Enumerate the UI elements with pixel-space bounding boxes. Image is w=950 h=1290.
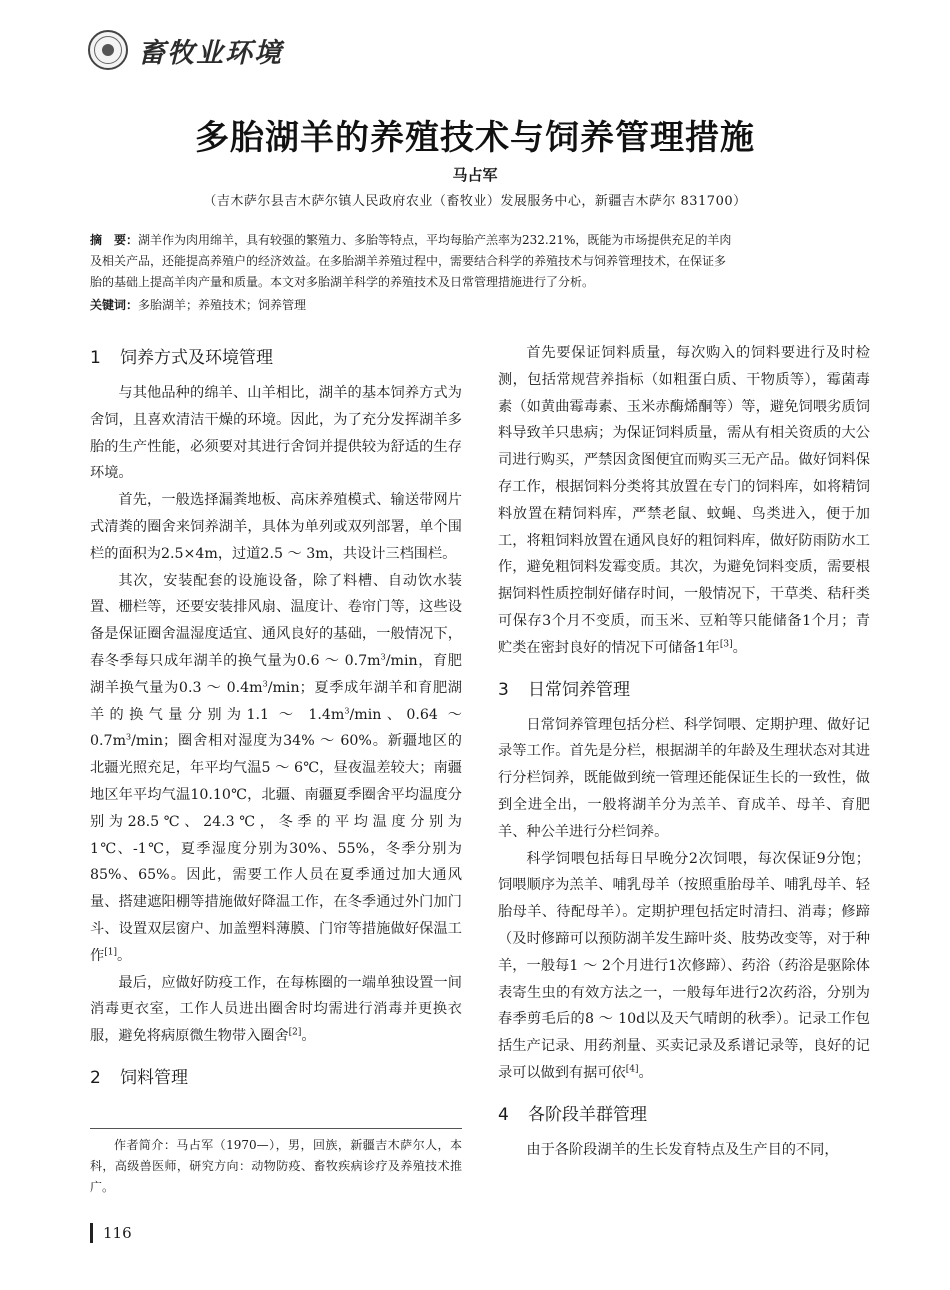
abstract <box>90 230 860 293</box>
author-affiliation: （吉木萨尔县吉木萨尔镇人民政府农业（畜牧业）发展服务中心，新疆吉木萨尔 831700） <box>203 194 747 209</box>
keywords-text: 多胎湖羊；养殖技术；饲养管理 <box>138 298 307 312</box>
page-number: 116 <box>90 1222 132 1244</box>
abstract-line-3: 胎的基础上提高羊肉产量和质量。本文对多胎湖羊科学的养殖技术及日常管理措施进行了分析。 <box>90 275 595 289</box>
section-1-heading: 1 饲养方式及环境管理 <box>90 348 273 368</box>
section-1-paragraph-4: 最后，应做好防疫工作，在每栋圈的一端单独设置一间消毒更衣室，工作人员进出圈舍时均需进行消毒并更换衣服，避免将病原微生物带入圈舍[2]。 <box>90 974 462 1045</box>
section-3-heading: 3 日常饲养管理 <box>498 679 630 700</box>
keywords <box>90 296 306 313</box>
citation-4: [4] <box>625 1064 639 1075</box>
section-1-paragraph-1: 与其他品种的绵羊、山羊相比，湖羊的基本饲养方式为舍饲，且喜欢清洁干燥的环境。因此，为了充分发挥湖羊多胎的生产性能，必须要对其进行舍饲并提供较为舒适的生存环境。 <box>90 385 462 482</box>
abstract-label: 摘 要： <box>90 233 139 247</box>
journal-name: 畜牧业环境 <box>138 37 283 69</box>
author-name: 马占军 <box>452 166 498 184</box>
left-column <box>90 340 462 1100</box>
section-3-paragraph-2: 科学饲喂包括每日早晚分2次饲喂，每次保证9分饱；饲喂顺序为羔羊、哺乳母羊（按照重胎母羊、哺乳母羊、轻胎母羊、待配母羊）。定期护理包括定时清扫、消毒；修蹄（及时修蹄可以预防湖羊发生蹄叶炎、肢势改变等，对于种羊，一般每1 ～ 2个月进行1次修蹄）、药浴（药浴是驱除体表寄生虫的有效方法之一，一般每年进行2次药浴，分别为春季剪毛后的8 ～ 10d以及天气晴朗的秋季）。记录工作包括生产记录、用药剂量、买卖记录及系谱记录等，良好的记录可以做到有据可依[4]。 <box>498 850 870 1081</box>
article-title: 多胎湖羊的养殖技术与饲养管理措施 <box>195 118 755 158</box>
citation-1: [1] <box>104 947 117 957</box>
section-3-paragraph-1: 日常饲养管理包括分栏、科学饲喂、定期护理、做好记录等工作。首先是分栏，根据湖羊的年龄及生理状态对其进行分栏饲养，既能做到统一管理还能保证生长的一致性，做到全进全出，一般将湖羊分为羔羊、育成羊、母羊、育肥羊、种公羊进行分栏饲养。 <box>498 716 870 840</box>
journal-header <box>88 28 283 72</box>
section-2-heading: 2 饲料管理 <box>90 1067 188 1088</box>
abstract-line-1: 摘 要：湖羊作为肉用绵羊，具有较强的繁殖力、多胎等特点，平均每胎产羔率为232.21%，既能为市场提供充足的羊肉 <box>90 233 732 247</box>
section-4-heading: 4 各阶段羊群管理 <box>498 1104 647 1125</box>
section-4-paragraph-1: 由于各阶段湖羊的生长发育特点及生产目的不同， <box>526 1141 839 1158</box>
citation-2: [2] <box>288 1027 302 1038</box>
section-2-paragraph-1: 首先要保证饲料质量，每次购入的饲料要进行及时检测，包括常规营养指标（如粗蛋白质、干物质等），霉菌毒素（如黄曲霉毒素、玉米赤酶烯酮等）等，避免饲喂劣质饲料导致羊只患病；为保证饲料质量，需从有相关资质的大公司进行购买，严禁因贪图便宜而购买三无产品。做好饲料保存工作，根据饲料分类将其放置在专门的饲料库，如将精饲料放置在精饲料库，严禁老鼠、蚊蝇、鸟类进入，便于加工，将粗饲料放置在通风良好的粗饲料库，做好防雨防水工作，避免粗饲料发霉变质。其次，为避免饲料变质，需要根据饲料性质控制好储存时间，一般情况下，干草类、秸秆类可保存3个月不变质，而玉米、豆粕等只能储备1个月；青贮类在密封良好的情况下可储备1年[3]。 <box>498 345 870 656</box>
keywords-label: 关键词： <box>90 298 139 312</box>
section-1-paragraph-2: 首先，一般选择漏粪地板、高床养殖模式、输送带网片式清粪的圈舍来饲养湖羊，具体为单列或双列部署，单个围栏的面积为2.5×4m，过道2.5 ～ 3m，共设计三档围栏。 <box>90 492 462 562</box>
page-number-bar <box>90 1223 93 1243</box>
citation-3: [3] <box>719 639 733 650</box>
journal-seal-icon <box>88 30 128 70</box>
author-footnote: 作者简介：马占军（1970—），男，回族，新疆吉木萨尔人，本科，高级兽医师，研究方向：动物防疫、畜牧疾病诊疗及养殖技术推广。 <box>90 1128 462 1198</box>
section-1-paragraph-3: 其次，安装配套的设施设备，除了料槽、自动饮水装置、栅栏等，还要安装排风扇、温度计、卷帘门等，这些设备是保证圈舍温湿度适宜、通风良好的基础，一般情况下，春冬季每只成年湖羊的换气量为0.6 ～ $0.7m^3/\min$，育肥湖羊换气量为0.3 ～ $0.4m^3/\min$；夏季成年湖羊和育肥湖羊的换气量分别为1.1 ～ $1.4m^3/\min$、0.64 ～ $0.7m^3/\min$；圈舍相对湿度为34% ～ 60%。新疆地区的北疆光照充足，年平均气温5 ～ 6℃，昼夜温差较大；南疆地区年平均气温10.10℃，北疆、南疆夏季圈舍平均温度分别为28.5℃、24.3℃，冬季的平均温度分别为1℃、-1℃，夏季湿度分别为30%、55%，冬季分别为85%、65%。因此，需要工作人员在夏季通过加大通风量、搭建遮阳棚等措施做好降温工作，在冬季通过外门加门斗、设置双层窗户、加盖塑料薄膜、门帘等措施做好保温工作[1]。 <box>90 572 462 964</box>
right-column <box>498 340 870 1164</box>
abstract-line-2: 及相关产品，还能提高养殖户的经济效益。在多胎湖羊养殖过程中，需要结合科学的养殖技术与饲养管理技术，在保证多 <box>90 254 727 268</box>
